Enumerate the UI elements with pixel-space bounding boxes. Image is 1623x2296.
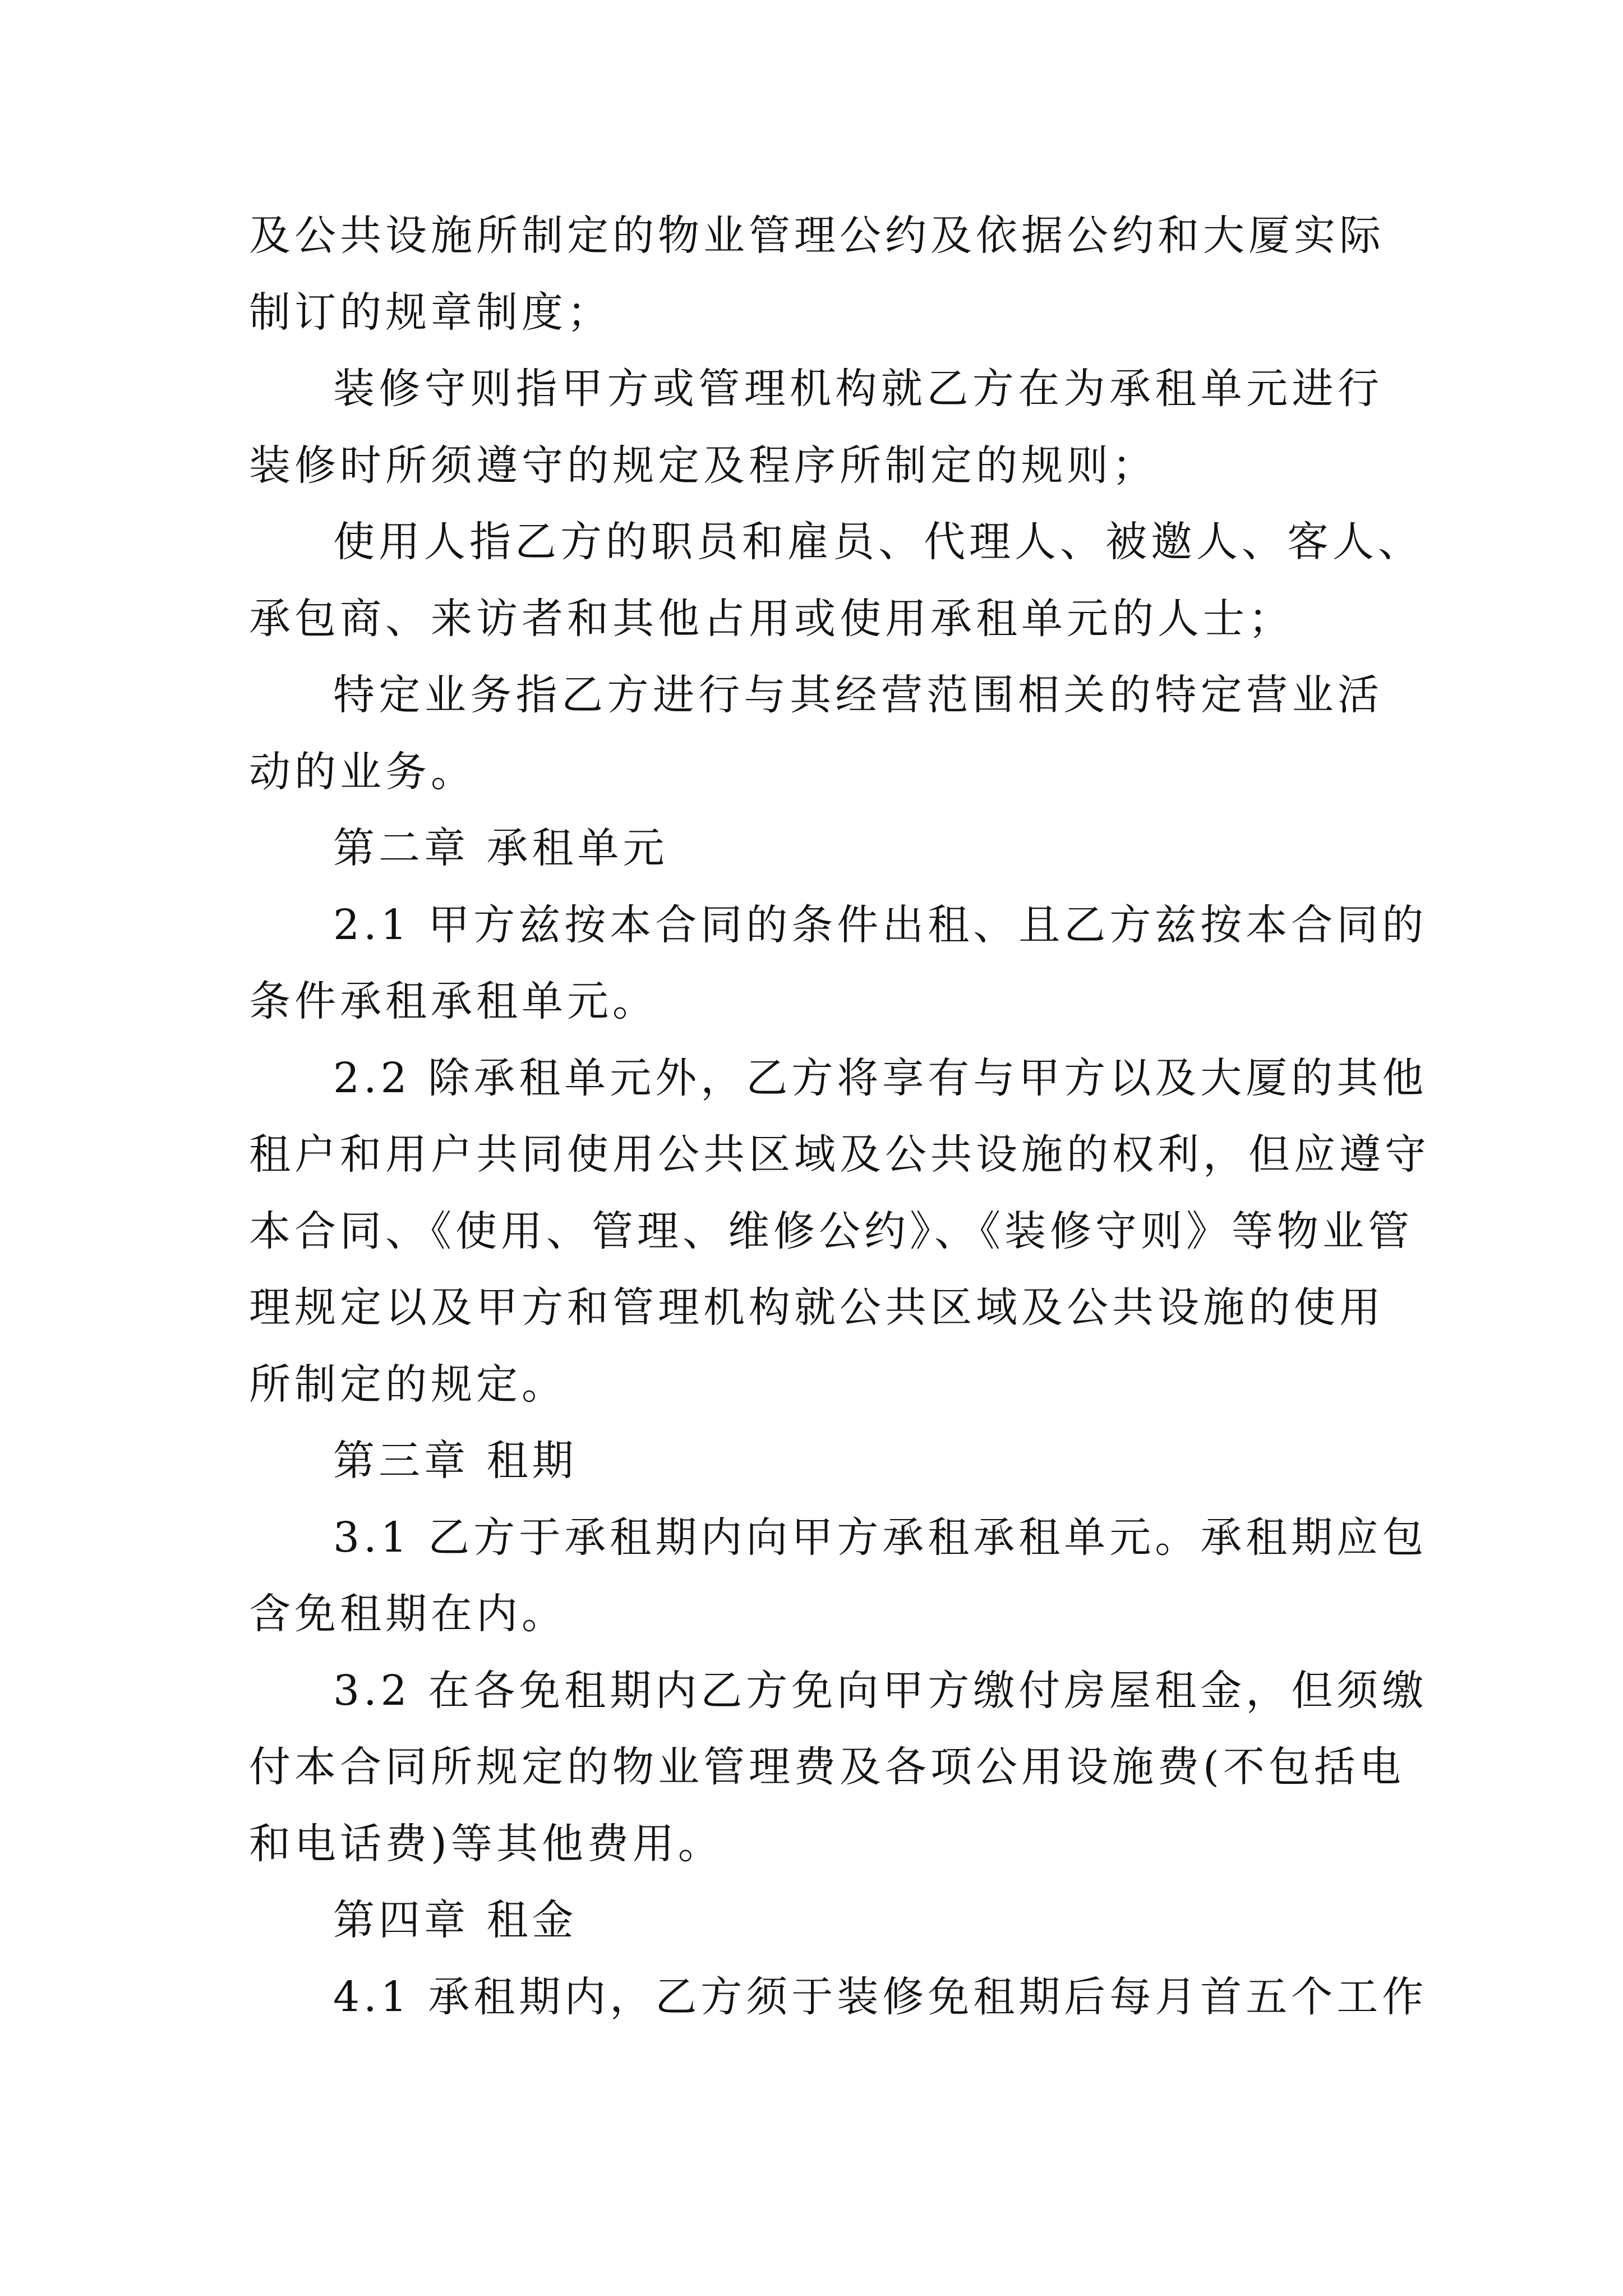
text-line: 使用人指乙方的职员和雇员、代理人、被邀人、客人、 [333, 518, 1423, 566]
text-line: 和电话费)等其他费用。 [249, 1820, 723, 1868]
text-line: 4.1 承租期内，乙方须于装修免租期后每月首五个工作 [333, 1973, 1428, 2021]
text-line: 含免租期在内。 [249, 1590, 567, 1638]
text-line: 动的业务。 [249, 748, 476, 796]
chapter-heading: 第四章 租金 [333, 1896, 578, 1944]
chapter-heading: 第二章 承租单元 [333, 824, 668, 872]
text-line: 本合同、《使用、管理、维修公约》、《装修守则》等物业管 [249, 1207, 1413, 1255]
text-line: 3.2 在各免租期内乙方免向甲方缴付房屋租金，但须缴 [333, 1667, 1428, 1715]
text-line: 理规定以及甲方和管理机构就公共区域及公共设施的使用 [249, 1283, 1385, 1332]
text-line: 装修时所须遵守的规定及程序所制定的规则； [249, 441, 1158, 490]
text-line: 租户和用户共同使用公共区域及公共设施的权利，但应遵守 [249, 1130, 1430, 1179]
text-line: 装修守则指甲方或管理机构就乙方在为承租单元进行 [333, 365, 1383, 413]
text-line: 2.2 除承租单元外，乙方将享有与甲方以及大厦的其他 [333, 1054, 1428, 1102]
text-line: 3.1 乙方于承租期内向甲方承租承租单元。承租期应包 [333, 1513, 1428, 1562]
text-line: 2.1 甲方兹按本合同的条件出租、且乙方兹按本合同的 [333, 901, 1428, 949]
text-line: 及公共设施所制定的物业管理公约及依据公约和大厦实际 [249, 211, 1385, 260]
text-line: 承包商、来访者和其他占用或使用承租单元的人士； [249, 595, 1294, 643]
text-line: 特定业务指乙方进行与其经营范围相关的特定营业活 [333, 671, 1383, 719]
chapter-heading: 第三章 租期 [333, 1437, 578, 1485]
text-line: 所制定的规定。 [249, 1360, 567, 1409]
text-line: 制订的规章制度； [249, 288, 612, 337]
text-line: 条件承租承租单元。 [249, 977, 658, 1025]
text-line: 付本合同所规定的物业管理费及各项公用设施费(不包括电 [249, 1743, 1405, 1791]
